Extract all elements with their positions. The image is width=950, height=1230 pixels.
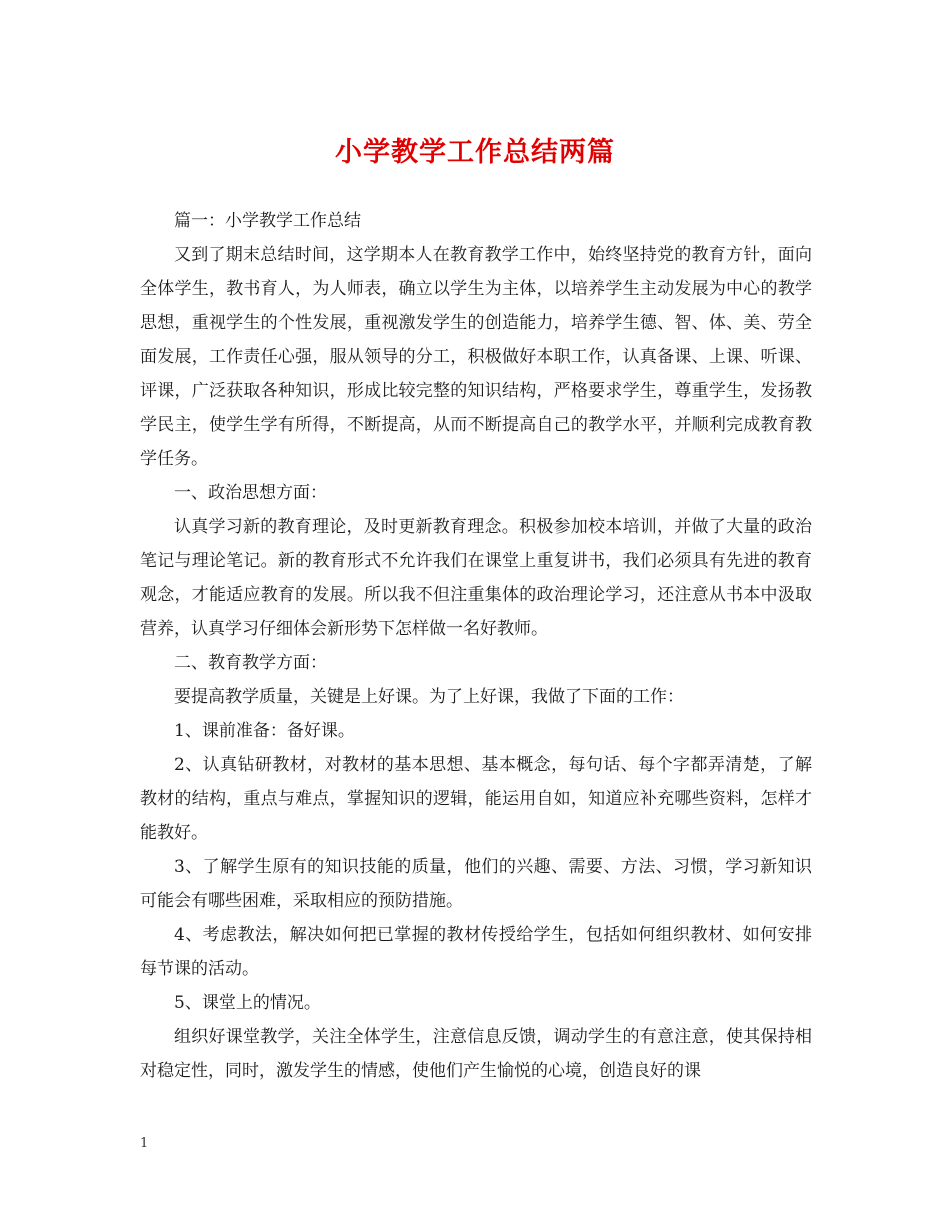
document-body bbox=[140, 204, 812, 1088]
paragraph-item-2: 2、认真钻研教材，对教材的基本思想、基本概念，每句话、每个字都弄清楚，了解教材的结构，重点与难点，掌握知识的逻辑，能运用自如，知道应补充哪些资料，怎样才能教好。 bbox=[140, 755, 812, 843]
paragraph-item-3: 3、了解学生原有的知识技能的质量，他们的兴趣、需要、方法、习惯，学习新知识可能会有哪些困难，采取相应的预防措施。 bbox=[140, 857, 812, 911]
document-title: 小学教学工作总结两篇 bbox=[335, 137, 615, 168]
paragraph-item-1: 1、课前准备：备好课。 bbox=[174, 721, 355, 741]
paragraph-heading-political: 一、政治思想方面： bbox=[174, 483, 327, 503]
paragraph-heading-teaching: 二、教育教学方面： bbox=[174, 653, 327, 673]
paragraph-teaching-intro: 要提高教学质量，关键是上好课。为了上好课，我做了下面的工作： bbox=[174, 687, 684, 707]
page-number: 1 bbox=[140, 1136, 149, 1151]
paragraph-section-heading: 篇一：小学教学工作总结 bbox=[174, 211, 361, 231]
paragraph-classroom: 组织好课堂教学，关注全体学生，注意信息反馈，调动学生的有意注意，使其保持相对稳定性，同时，激发学生的情感，使他们产生愉悦的心境，创造良好的课 bbox=[140, 1027, 812, 1081]
paragraph-intro: 又到了期末总结时间，这学期本人在教育教学工作中，始终坚持党的教育方针，面向全体学生，教书育人，为人师表，确立以学生为主体，以培养学生主动发展为中心的教学思想，重视学生的个性发展，重视激发学生的创造能力，培养学生德、智、体、美、劳全面发展，工作责任心强，服从领导的分工，积极做好本职工作，认真备课、上课、听课、评课，广泛获取各种知识，形成比较完整的知识结构，严格要求学生，尊重学生，发扬教学民主，使学生学有所得，不断提高，从而不断提高自己的教学水平，并顺利完成教育教学任务。 bbox=[140, 245, 812, 469]
paragraph-political: 认真学习新的教育理论，及时更新教育理念。积极参加校本培训，并做了大量的政治笔记与理论笔记。新的教育形式不允许我们在课堂上重复讲书，我们必须具有先进的教育观念，才能适应教育的发展。所以我不但注重集体的政治理论学习，还注意从书本中汲取营养，认真学习仔细体会新形势下怎样做一名好教师。 bbox=[140, 517, 812, 639]
paragraph-item-5: 5、课堂上的情况。 bbox=[174, 993, 321, 1013]
paragraph-item-4: 4、考虑教法，解决如何把已掌握的教材传授给学生，包括如何组织教材、如何安排每节课的活动。 bbox=[140, 925, 812, 979]
